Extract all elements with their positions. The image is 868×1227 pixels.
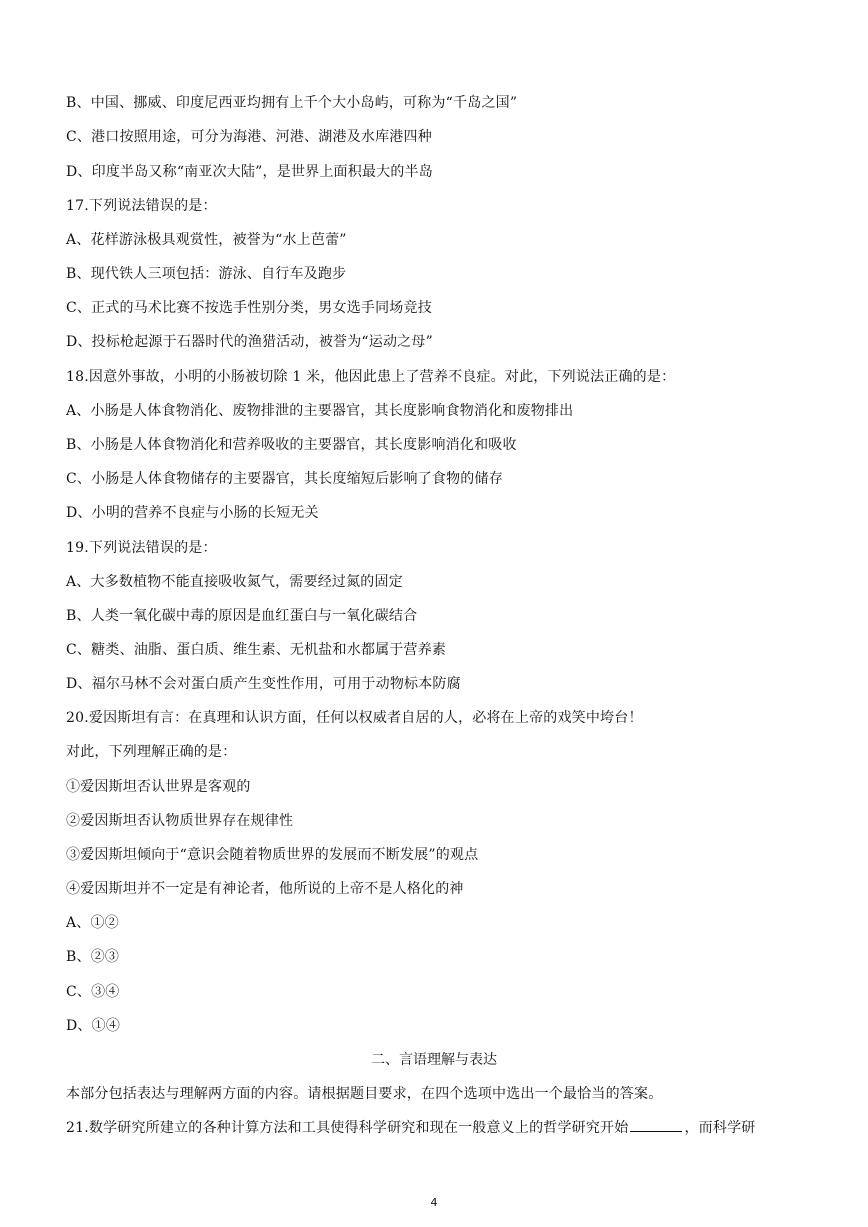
page-number: 4	[430, 1196, 438, 1209]
option-line: C、③④	[66, 984, 120, 1000]
question-21-stem	[66, 1118, 755, 1138]
option-line: D、①④	[66, 1018, 121, 1034]
option-line: B、小肠是人体食物消化和营养吸收的主要器官，其长度影响消化和吸收	[66, 437, 517, 453]
option-line: C、正式的马术比赛不按选手性别分类，男女选手同场竞技	[66, 300, 432, 316]
option-line: D、投标枪起源于石器时代的渔猎活动，被誉为“运动之母”	[66, 334, 433, 350]
option-line: A、①②	[66, 915, 119, 931]
statement-line: ④爱因斯坦并不一定是有神论者，他所说的上帝不是人格化的神	[66, 881, 464, 897]
fill-blank	[630, 1118, 682, 1132]
option-line: D、印度半岛又称“南亚次大陆”，是世界上面积最大的半岛	[66, 164, 433, 180]
question-17-stem: 17.下列说法错误的是：	[66, 198, 217, 214]
question-19-stem: 19.下列说法错误的是：	[66, 540, 217, 556]
option-line: D、小明的营养不良症与小肠的长短无关	[66, 505, 319, 521]
option-line: C、糖类、油脂、蛋白质、维生素、无机盐和水都属于营养素	[66, 642, 447, 658]
statement-line: ②爱因斯坦否认物质世界存在规律性	[66, 813, 294, 829]
question-18-stem: 18.因意外事故，小明的小肠被切除 1 米，他因此患上了营养不良症。对此，下列说法正确的是：	[66, 369, 676, 385]
option-line: B、中国、挪威、印度尼西亚均拥有上千个大小岛屿，可称为“千岛之国”	[66, 95, 518, 111]
section-heading: 二、言语理解与表达	[371, 1052, 497, 1068]
option-line: A、小肠是人体食物消化、废物排泄的主要器官，其长度影响食物消化和废物排出	[66, 403, 574, 419]
question-21-text-after: ，而科学研	[684, 1120, 756, 1136]
option-line: B、②③	[66, 949, 120, 965]
option-line: C、港口按照用途，可分为海港、河港、湖港及水库港四种	[66, 129, 432, 145]
statement-line: ①爱因斯坦否认世界是客观的	[66, 779, 251, 795]
question-20-stem: 20.爱因斯坦有言：在真理和认识方面，任何以权威者自居的人，必将在上帝的戏笑中垮台！	[66, 710, 643, 726]
section-intro: 本部分包括表达与理解两方面的内容。请根据题目要求，在四个选项中选出一个最恰当的答案。	[66, 1086, 663, 1102]
question-21-text-before: 21.数学研究所建立的各种计算方法和工具使得科学研究和现在一般意义上的哲学研究开始	[66, 1120, 629, 1136]
question-20-prompt: 对此，下列理解正确的是：	[66, 744, 237, 760]
option-line: B、人类一氧化碳中毒的原因是血红蛋白与一氧化碳结合	[66, 608, 418, 624]
option-line: B、现代铁人三项包括：游泳、自行车及跑步	[66, 266, 347, 282]
option-line: D、福尔马林不会对蛋白质产生变性作用，可用于动物标本防腐	[66, 676, 461, 692]
option-line: A、大多数植物不能直接吸收氮气，需要经过氮的固定	[66, 574, 403, 590]
option-line: A、花样游泳极具观赏性，被誉为“水上芭蕾”	[66, 232, 347, 248]
option-line: C、小肠是人体食物储存的主要器官，其长度缩短后影响了食物的储存	[66, 471, 503, 487]
statement-line: ③爱因斯坦倾向于“意识会随着物质世界的发展而不断发展”的观点	[66, 847, 479, 863]
